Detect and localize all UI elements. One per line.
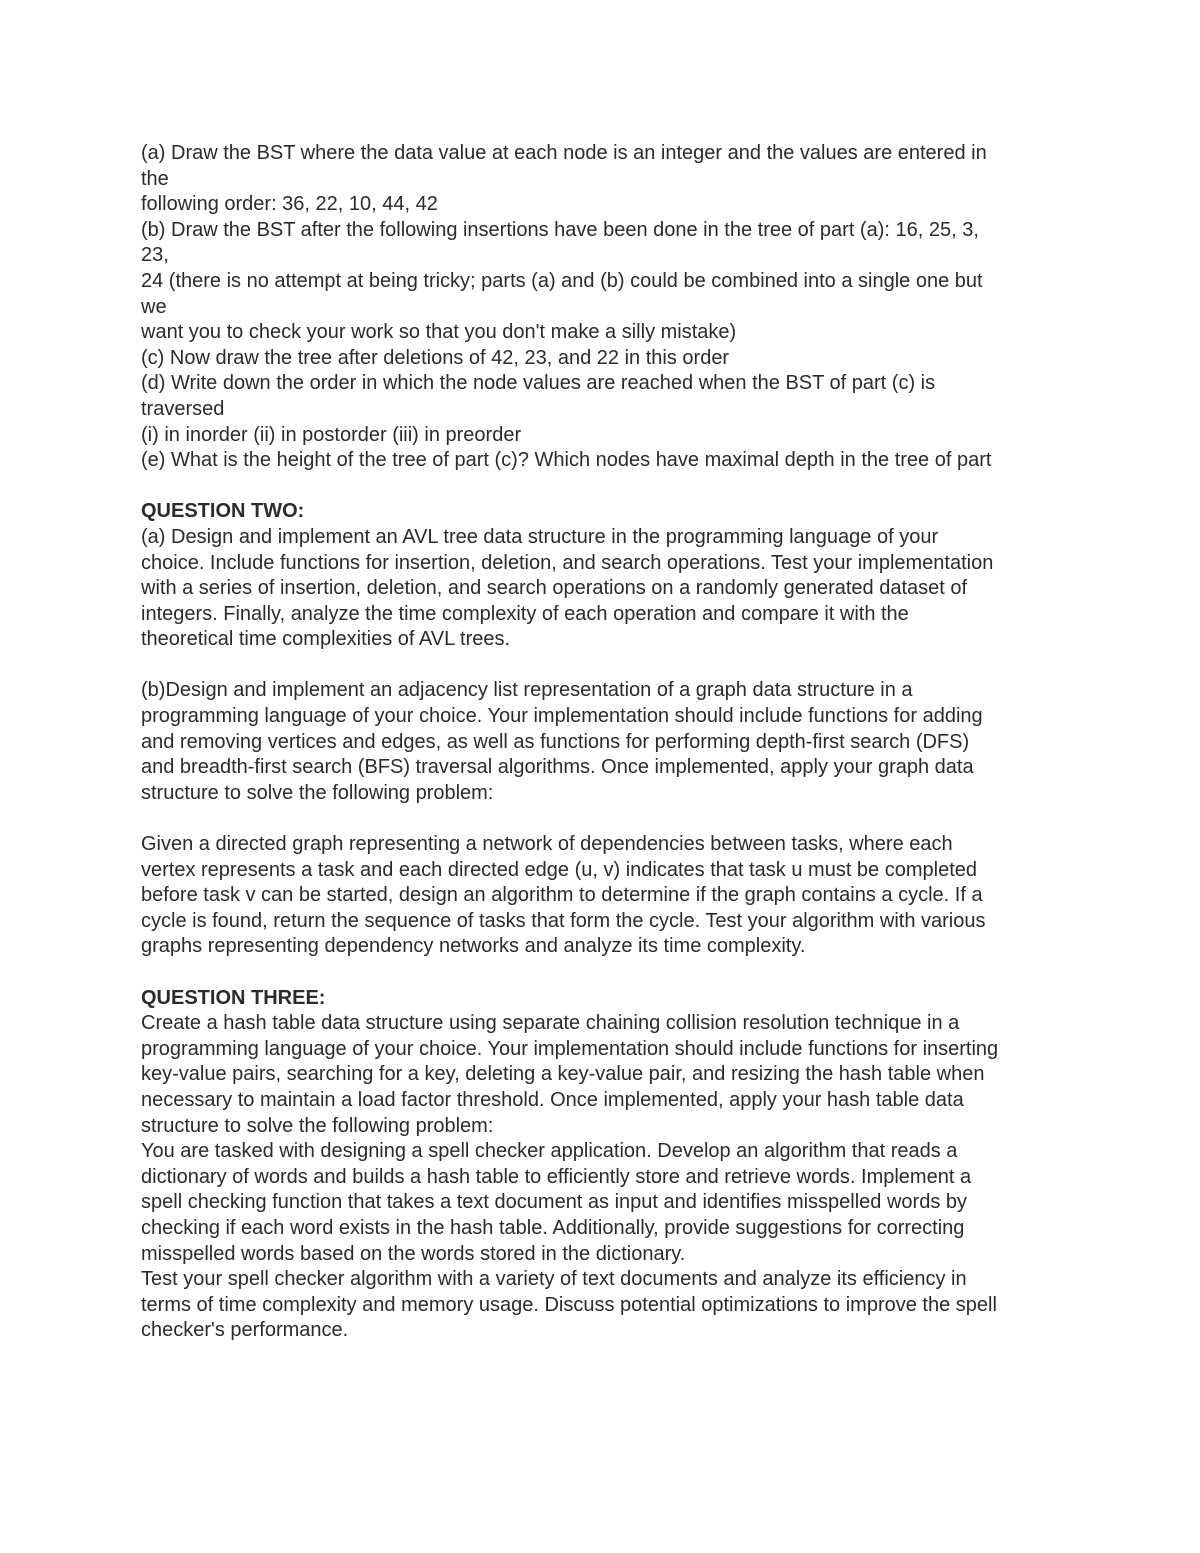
- question-three-heading: QUESTION THREE:: [141, 986, 326, 1009]
- text-line: misspelled words based on the words stored in the dictionary.: [141, 1242, 686, 1265]
- text-line: (b)Design and implement an adjacency list representation of a graph data structure in a: [141, 679, 913, 702]
- text-line: programming language of your choice. Your implementation should include functions for inserting: [141, 1037, 999, 1060]
- text-line: vertex represents a task and each directed edge (u, v) indicates that task u must be completed: [141, 858, 978, 881]
- text-line: before task v can be started, design an algorithm to determine if the graph contains a cycle. If a: [141, 884, 983, 907]
- document-page: [141, 141, 1061, 1344]
- text-line: we: [141, 295, 167, 318]
- text-line: You are tasked with designing a spell checker application. Develop an algorithm that reads a: [141, 1140, 958, 1163]
- paragraph-gap: [141, 474, 1061, 500]
- question-one-section: [141, 141, 1061, 474]
- text-line: structure to solve the following problem:: [141, 781, 494, 804]
- text-line: want you to check your work so that you don't make a silly mistake): [141, 321, 737, 344]
- text-line: the: [141, 167, 169, 190]
- text-line: choice. Include functions for insertion, deletion, and search operations. Test your implementation: [141, 551, 994, 574]
- question-two-section: [141, 499, 1061, 960]
- text-line: integers. Finally, analyze the time complexity of each operation and compare it with the: [141, 602, 909, 625]
- text-line: 23,: [141, 244, 169, 267]
- text-line: (i) in inorder (ii) in postorder (iii) in preorder: [141, 423, 522, 446]
- text-line: (e) What is the height of the tree of part (c)? Which nodes have maximal depth in the tree of part: [141, 449, 992, 472]
- text-line: programming language of your choice. Your implementation should include functions for adding: [141, 705, 983, 728]
- text-line: following order: 36, 22, 10, 44, 42: [141, 193, 438, 216]
- text-line: necessary to maintain a load factor threshold. Once implemented, apply your hash table data: [141, 1088, 964, 1111]
- text-line: (d) Write down the order in which the node values are reached when the BST of part (c) is: [141, 372, 936, 395]
- text-line: (b) Draw the BST after the following insertions have been done in the tree of part (a): 16, 25, 3,: [141, 218, 979, 241]
- text-line: and breadth-first search (BFS) traversal algorithms. Once implemented, apply your graph data: [141, 756, 974, 779]
- text-line: and removing vertices and edges, as well as functions for performing depth-first search (DFS): [141, 730, 970, 753]
- text-line: spell checking function that takes a text document as input and identifies misspelled words by: [141, 1191, 968, 1214]
- text-line: dictionary of words and builds a hash table to efficiently store and retrieve words. Implement a: [141, 1165, 972, 1188]
- text-line: (a) Draw the BST where the data value at each node is an integer and the values are entered in: [141, 142, 987, 164]
- text-line: checking if each word exists in the hash table. Additionally, provide suggestions for correcting: [141, 1216, 965, 1239]
- text-line: theoretical time complexities of AVL trees.: [141, 628, 511, 651]
- text-line: with a series of insertion, deletion, and search operations on a randomly generated dataset of: [141, 577, 968, 600]
- text-line: cycle is found, return the sequence of tasks that form the cycle. Test your algorithm with various: [141, 909, 986, 932]
- question-three-section: [141, 986, 1061, 1344]
- paragraph-gap: [141, 806, 1061, 832]
- text-line: traversed: [141, 397, 225, 420]
- question-two-heading: QUESTION TWO:: [141, 500, 305, 523]
- paragraph-gap: [141, 960, 1061, 986]
- text-line: graphs representing dependency networks and analyze its time complexity.: [141, 935, 806, 958]
- text-line: terms of time complexity and memory usage. Discuss potential optimizations to improve the spell: [141, 1293, 997, 1316]
- text-line: (a) Design and implement an AVL tree data structure in the programming language of your: [141, 525, 939, 548]
- text-line: 24 (there is no attempt at being tricky; parts (a) and (b) could be combined into a single one but: [141, 269, 983, 292]
- text-line: Given a directed graph representing a network of dependencies between tasks, where each: [141, 833, 953, 856]
- text-line: checker's performance.: [141, 1319, 349, 1342]
- text-line: structure to solve the following problem:: [141, 1114, 494, 1137]
- text-line: (c) Now draw the tree after deletions of 42, 23, and 22 in this order: [141, 346, 730, 369]
- text-line: key-value pairs, searching for a key, deleting a key-value pair, and resizing the hash table when: [141, 1063, 985, 1086]
- text-line: Create a hash table data structure using separate chaining collision resolution technique in a: [141, 1012, 960, 1035]
- paragraph-gap: [141, 653, 1061, 679]
- text-line: Test your spell checker algorithm with a variety of text documents and analyze its efficiency in: [141, 1268, 967, 1291]
